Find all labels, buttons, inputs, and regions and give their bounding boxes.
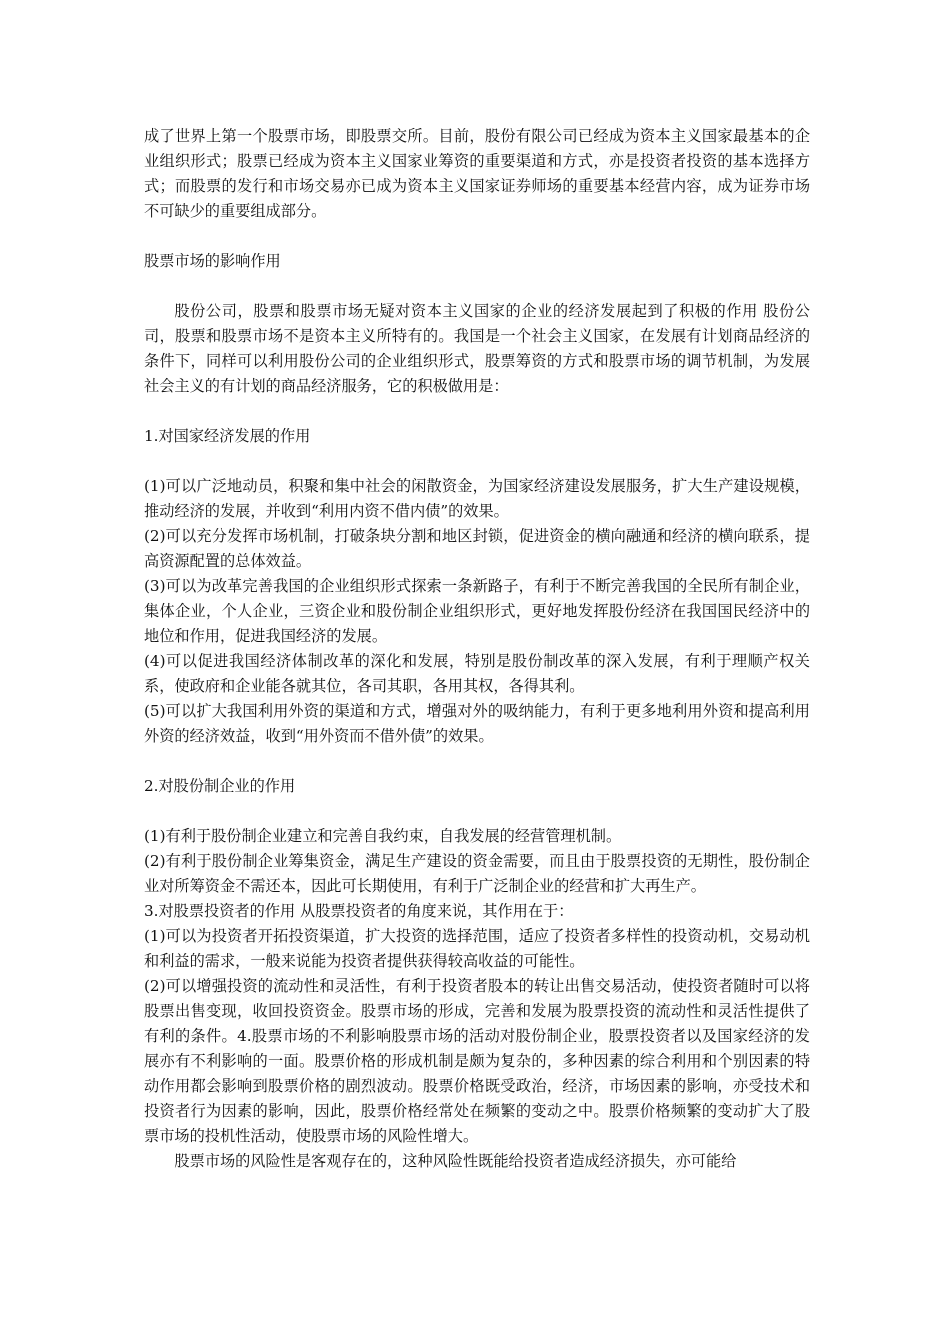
list-item: (2)可以增强投资的流动性和灵活性，有利于投资者股本的转让出售交易活动，使投资者随时可以将股票出售变现，收回投资资金。股票市场的形成，完善和发展为股票投资的流动性和灵活性提供了有利的条件。4.股票市场的不利影响股票市场的活动对股份制企业，股票投资者以及国家经济的发展亦有不利影响的一面。股票价格的形成机制是颇为复杂的，多种因素的综合利用和个别因素的特动作用都会影响到股票价格的剧烈波动。股票价格既受政治，经济，市场因素的影响，亦受技术和投资者行为因素的影响，因此，股票价格经常处在频繁的变动之中。股票价格频繁的变动扩大了股票市场的投机性活动，使股票市场的风险性增大。 xyxy=(144,977,810,1145)
list-item: (1)可以为投资者开拓投资渠道，扩大投资的选择范围，适应了投资者多样性的投资动机，交易动机和利益的需求，一般来说能为投资者提供获得较高收益的可能性。 xyxy=(144,927,810,970)
section-heading-impact: 股票市场的影响作用 xyxy=(144,252,281,270)
paragraph-gap xyxy=(144,799,810,824)
list-item: (1)有利于股份制企业建立和完善自我约束，自我发展的经营管理机制。 xyxy=(144,827,622,845)
paragraph-risk: 股票市场的风险性是客观存在的，这种风险性既能给投资者造成经济损失，亦可能给 xyxy=(174,1152,737,1170)
list-item: (2)有利于股份制企业筹集资金，满足生产建设的资金需要，而且由于股票投资的无期性，股份制企业对所筹资金不需还本，因此可长期使用，有利于广泛制企业的经营和扩大再生产。 xyxy=(144,852,810,895)
section-heading-joint-stock: 2.对股份制企业的作用 xyxy=(144,777,296,795)
paragraph-gap xyxy=(144,224,810,249)
list-item: (2)可以充分发挥市场机制，打破条块分割和地区封锁，促进资金的横向融通和经济的横向联系，提高资源配置的总体效益。 xyxy=(144,527,810,570)
list-item: (1)可以广泛地动员，积聚和集中社会的闲散资金，为国家经济建设发展服务，扩大生产建设规模，推动经济的发展，并收到“利用内资不借内债”的效果。 xyxy=(144,477,810,520)
paragraph-intro: 成了世界上第一个股票市场，即股票交所。目前，股份有限公司已经成为资本主义国家最基本的企业组织形式；股票已经成为资本主义国家业筹资的重要渠道和方式，亦是投资者投资的基本选择方式；而股票的发行和市场交易亦已成为资本主义国家证券师场的重要基本经营内容，成为证券市场不可缺少的重要组成部分。 xyxy=(144,127,810,220)
section-heading-investor: 3.对股票投资者的作用 从股票投资者的角度来说，其作用在于： xyxy=(144,902,574,920)
paragraph-gap xyxy=(144,274,810,299)
list-item: (3)可以为改革完善我国的企业组织形式探索一条新路子，有利于不断完善我国的全民所有制企业，集体企业，个人企业，三资企业和股份制企业组织形式，更好地发挥股份经济在我国国民经济中的地位和作用，促进我国经济的发展。 xyxy=(144,577,810,645)
list-item: (5)可以扩大我国利用外资的渠道和方式，增强对外的吸纳能力，有利于更多地利用外资和提高利用外资的经济效益，收到“用外资而不借外债”的效果。 xyxy=(144,702,810,745)
document-body xyxy=(144,124,810,1174)
paragraph-impact-body: 股份公司，股票和股票市场无疑对资本主义国家的企业的经济发展起到了积极的作用 股份公司，股票和股票市场不是资本主义所特有的。我国是一个社会主义国家，在发展有计划商品经济的条件下，同样可以利用股份公司的企业组织形式，股票筹资的方式和股票市场的调节机制，为发展社会主义的有计划的商品经济服务，它的积极做用是： xyxy=(144,302,810,395)
paragraph-gap xyxy=(144,749,810,774)
paragraph-gap xyxy=(144,399,810,424)
section-heading-national-economy: 1.对国家经济发展的作用 xyxy=(144,427,311,445)
list-item: (4)可以促进我国经济体制改革的深化和发展，特别是股份制改革的深入发展，有利于理顺产权关系，使政府和企业能各就其位，各司其职，各用其权，各得其利。 xyxy=(144,652,810,695)
paragraph-gap xyxy=(144,449,810,474)
